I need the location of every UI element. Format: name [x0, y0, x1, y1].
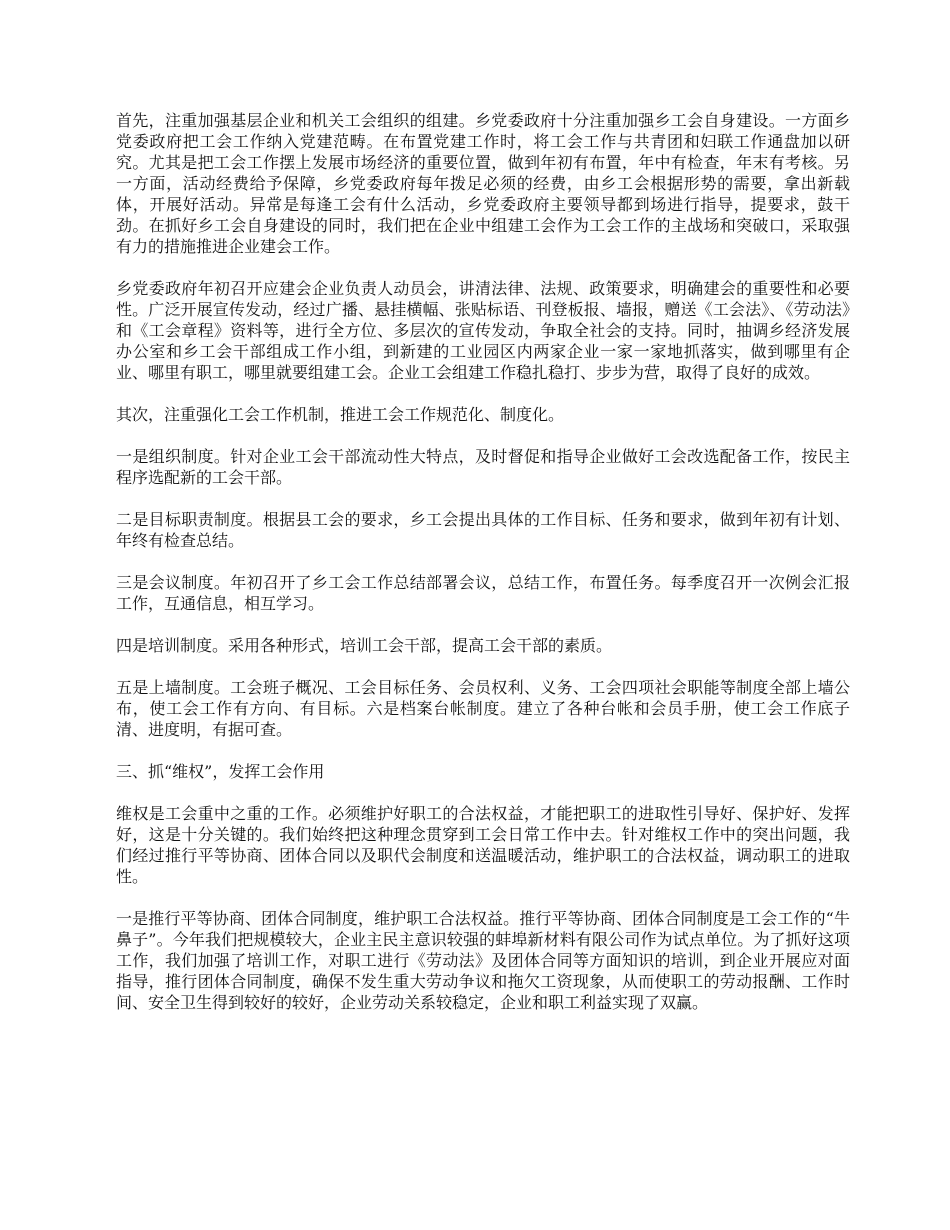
- paragraph-5: 二是目标职责制度。根据县工会的要求，乡工会提出具体的工作目标、任务和要求，做到年初有计划、年终有检查总结。: [116, 510, 850, 550]
- paragraph-10: 维权是工会重中之重的工作。必须维护好职工的合法权益，才能把职工的进取性引导好、保护好、发挥好，这是十分关键的。我们始终把这种理念贯穿到工会日常工作中去。针对维权工作中的突出问题，我们经过推行平等协商、团体合同以及职代会制度和送温暖活动，维护职工的合法权益，调动职工的进取性。: [116, 804, 850, 886]
- paragraph-2: 乡党委政府年初召开应建会企业负责人动员会，讲清法律、法规、政策要求，明确建会的重要性和必要性。广泛开展宣传发动，经过广播、悬挂横幅、张贴标语、刊登板报、墙报，赠送《工会法》、《劳动法》和《工会章程》资料等，进行全方位、多层次的宣传发动，争取全社会的支持。同时，抽调乡经济发展办公室和乡工会干部组成工作小组，到新建的工业园区内两家企业一家一家地抓落实，做到哪里有企业、哪里有职工，哪里就要组建工会。企业工会组建工作稳扎稳打、步步为营，取得了良好的成效。: [116, 279, 850, 382]
- paragraph-3: 其次，注重强化工会工作机制，推进工会工作规范化、制度化。: [116, 405, 565, 424]
- paragraph-4: 一是组织制度。针对企业工会干部流动性大特点，及时督促和指导企业做好工会改选配备工作，按民主程序选配新的工会干部。: [116, 447, 850, 487]
- paragraph-11: 一是推行平等协商、团体合同制度，维护职工合法权益。推行平等协商、团体合同制度是工会工作的“牛鼻子”。今年我们把规模较大，企业主民主意识较强的蚌埠新材料有限公司作为试点单位。为了抓好这项工作，我们加强了培训工作，对职工进行《劳动法》及团体合同等方面知识的培训，到企业开展应对面指导，推行团体合同制度，确保不发生重大劳动争议和拖欠工资现象，从而使职工的劳动报酬、工作时间、安全卫生得到较好的较好，企业劳动关系较稳定，企业和职工利益实现了双赢。: [116, 909, 850, 1012]
- document-body: [116, 110, 850, 1034]
- paragraph-1: 首先，注重加强基层企业和机关工会组织的组建。乡党委政府十分注重加强乡工会自身建设。一方面乡党委政府把工会工作纳入党建范畴。在布置党建工作时，将工会工作与共青团和妇联工作通盘加以研究。尤其是把工会工作摆上发展市场经济的重要位置，做到年初有布置，年中有检查，年末有考核。另一方面，活动经费给予保障，乡党委政府每年拨足必须的经费，由乡工会根据形势的需要，拿出新载体，开展好活动。异常是每逢工会有什么活动，乡党委政府主要领导都到场进行指导，提要求，鼓干劲。在抓好乡工会自身建设的同时，我们把在企业中组建工会作为工会工作的主战场和突破口，采取强有力的措施推进企业建会工作。: [116, 111, 850, 256]
- paragraph-6: 三是会议制度。年初召开了乡工会工作总结部署会议，总结工作，布置任务。每季度召开一次例会汇报工作，互通信息，相互学习。: [116, 573, 850, 613]
- section-heading: 三、抓“维权”，发挥工会作用: [116, 762, 325, 781]
- paragraph-8: 五是上墙制度。工会班子概况、工会目标任务、会员权利、义务、工会四项社会职能等制度全部上墙公布，使工会工作有方向、有目标。六是档案台帐制度。建立了各种台帐和会员手册，使工会工作底子清、进度明，有据可查。: [116, 678, 850, 739]
- paragraph-7: 四是培训制度。采用各种形式，培训工会干部，提高工会干部的素质。: [116, 636, 613, 655]
